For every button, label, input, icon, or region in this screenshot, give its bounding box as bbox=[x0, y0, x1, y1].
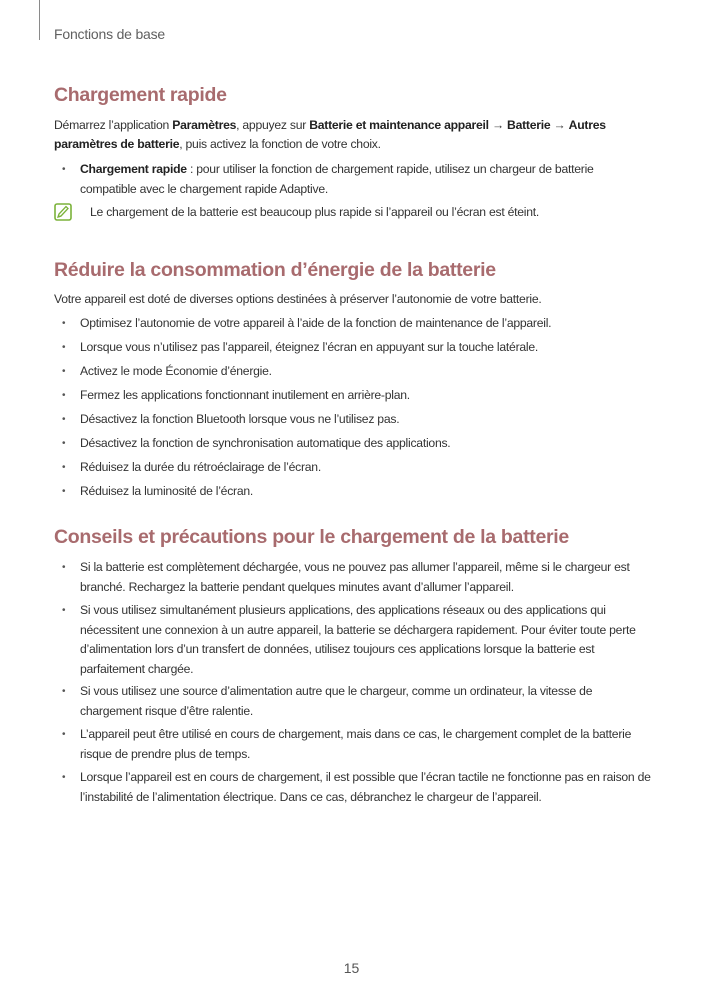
list-item-text: Activez le mode Économie d’énergie. bbox=[80, 364, 272, 378]
list-item bbox=[62, 601, 652, 679]
bullet-icon: • bbox=[62, 366, 66, 377]
bullet-icon: • bbox=[62, 164, 66, 175]
arrow: → bbox=[550, 118, 569, 132]
menu-path-batterie: Batterie bbox=[507, 118, 551, 132]
bullet-icon: • bbox=[62, 342, 66, 353]
list-item-text: Si la batterie est complètement déchargée, vous ne pouvez pas allumer l’appareil, même si le chargeur est branché. Rechargez la batterie pendant quelques minutes avant d’allumer l’appareil. bbox=[80, 560, 630, 594]
bullet-icon: • bbox=[62, 772, 66, 783]
list-item-text: Lorsque l’appareil est en cours de chargement, il est possible que l’écran tactile ne fonctionne pas en raison de l’instabilité de l’alimentation électrique. Dans ce cas, débranchez le chargeur de l’appareil. bbox=[80, 770, 651, 804]
intro-text: , appuyez sur bbox=[236, 118, 310, 132]
list-item-text: L’appareil peut être utilisé en cours de chargement, mais dans ce cas, le chargement complet de la batterie risque de prendre plus de temps. bbox=[80, 727, 632, 761]
bullet-icon: • bbox=[62, 414, 66, 425]
list-item bbox=[62, 434, 652, 454]
menu-path-batterie-maintenance: Batterie et maintenance appareil bbox=[309, 118, 489, 132]
section-header: Fonctions de base bbox=[54, 26, 166, 42]
list-item bbox=[62, 558, 652, 597]
bullet-icon: • bbox=[62, 390, 66, 401]
heading-chargement-rapide: Chargement rapide bbox=[54, 84, 227, 106]
bullet-icon: • bbox=[62, 438, 66, 449]
list-item-text: Optimisez l’autonomie de votre appareil à l’aide de la fonction de maintenance de l’appareil. bbox=[80, 316, 552, 330]
list-item bbox=[62, 725, 652, 764]
heading-reduire-consommation: Réduire la consommation d’énergie de la batterie bbox=[54, 259, 496, 281]
list-item bbox=[62, 338, 652, 358]
list-item bbox=[62, 482, 652, 502]
heading-conseils-precautions: Conseils et précautions pour le chargement de la batterie bbox=[54, 526, 569, 548]
bullet-icon: • bbox=[62, 562, 66, 573]
header-rule bbox=[39, 0, 40, 40]
bullet-icon: • bbox=[62, 462, 66, 473]
bullet-icon: • bbox=[62, 686, 66, 697]
bullet-text: : pour utiliser la fonction de chargement rapide, utilisez un chargeur de batterie compatible avec le chargement rapide Adaptive. bbox=[80, 162, 594, 196]
list-item bbox=[62, 768, 652, 807]
list-item-text: Si vous utilisez simultanément plusieurs applications, des applications réseaux ou des applications qui nécessitent une connexion à un autre appareil, la batterie se déchargera rapidement. Pour éviter toute perte d’alimentation lors d’un transfert de données, utilisez toujours ces applications lorsque la batterie est parfaitement chargée. bbox=[80, 603, 636, 676]
list-item-text: Lorsque vous n’utilisez pas l’appareil, éteignez l’écran en appuyant sur la touche latérale. bbox=[80, 340, 539, 354]
arrow: → bbox=[488, 118, 508, 132]
bullet-icon: • bbox=[62, 605, 66, 616]
list-item bbox=[62, 682, 652, 721]
intro-text: , puis activez la fonction de votre choix. bbox=[179, 137, 381, 151]
menu-path-autres-parametres: Autres paramètres de batterie bbox=[54, 118, 606, 151]
note-pencil-icon bbox=[54, 203, 72, 221]
menu-path-parametres: Paramètres bbox=[172, 118, 237, 132]
list-item-text: Réduisez la durée du rétroéclairage de l’écran. bbox=[80, 460, 321, 474]
list-item bbox=[62, 362, 652, 382]
bold-lead: Chargement rapide bbox=[80, 162, 187, 176]
intro-reduire-consommation: Votre appareil est doté de diverses options destinées à préserver l’autonomie de votre batterie. bbox=[54, 292, 542, 306]
page-number: 15 bbox=[343, 960, 360, 976]
list-item bbox=[62, 410, 652, 430]
bullet-icon: • bbox=[62, 318, 66, 329]
list-item bbox=[62, 160, 652, 199]
intro-text: Démarrez l’application bbox=[54, 118, 173, 132]
list-item bbox=[62, 386, 652, 406]
list-item-text: Réduisez la luminosité de l’écran. bbox=[80, 484, 254, 498]
list-item-text: Si vous utilisez une source d’alimentation autre que le chargeur, comme un ordinateur, la vitesse de chargement risque d’être ralentie. bbox=[80, 684, 593, 718]
bullet-icon: • bbox=[62, 729, 66, 740]
list-item bbox=[62, 458, 652, 478]
list-item-text: Fermez les applications fonctionnant inutilement en arrière-plan. bbox=[80, 388, 410, 402]
list-item-text bbox=[80, 160, 652, 199]
list-item-text: Désactivez la fonction de synchronisation automatique des applications. bbox=[80, 436, 451, 450]
note-text: Le chargement de la batterie est beaucoup plus rapide si l’appareil ou l’écran est éteint. bbox=[90, 205, 540, 219]
bullet-icon: • bbox=[62, 486, 66, 497]
intro-chargement-rapide bbox=[54, 116, 654, 154]
list-item bbox=[62, 314, 652, 334]
list-item-text: Désactivez la fonction Bluetooth lorsque vous ne l’utilisez pas. bbox=[80, 412, 400, 426]
